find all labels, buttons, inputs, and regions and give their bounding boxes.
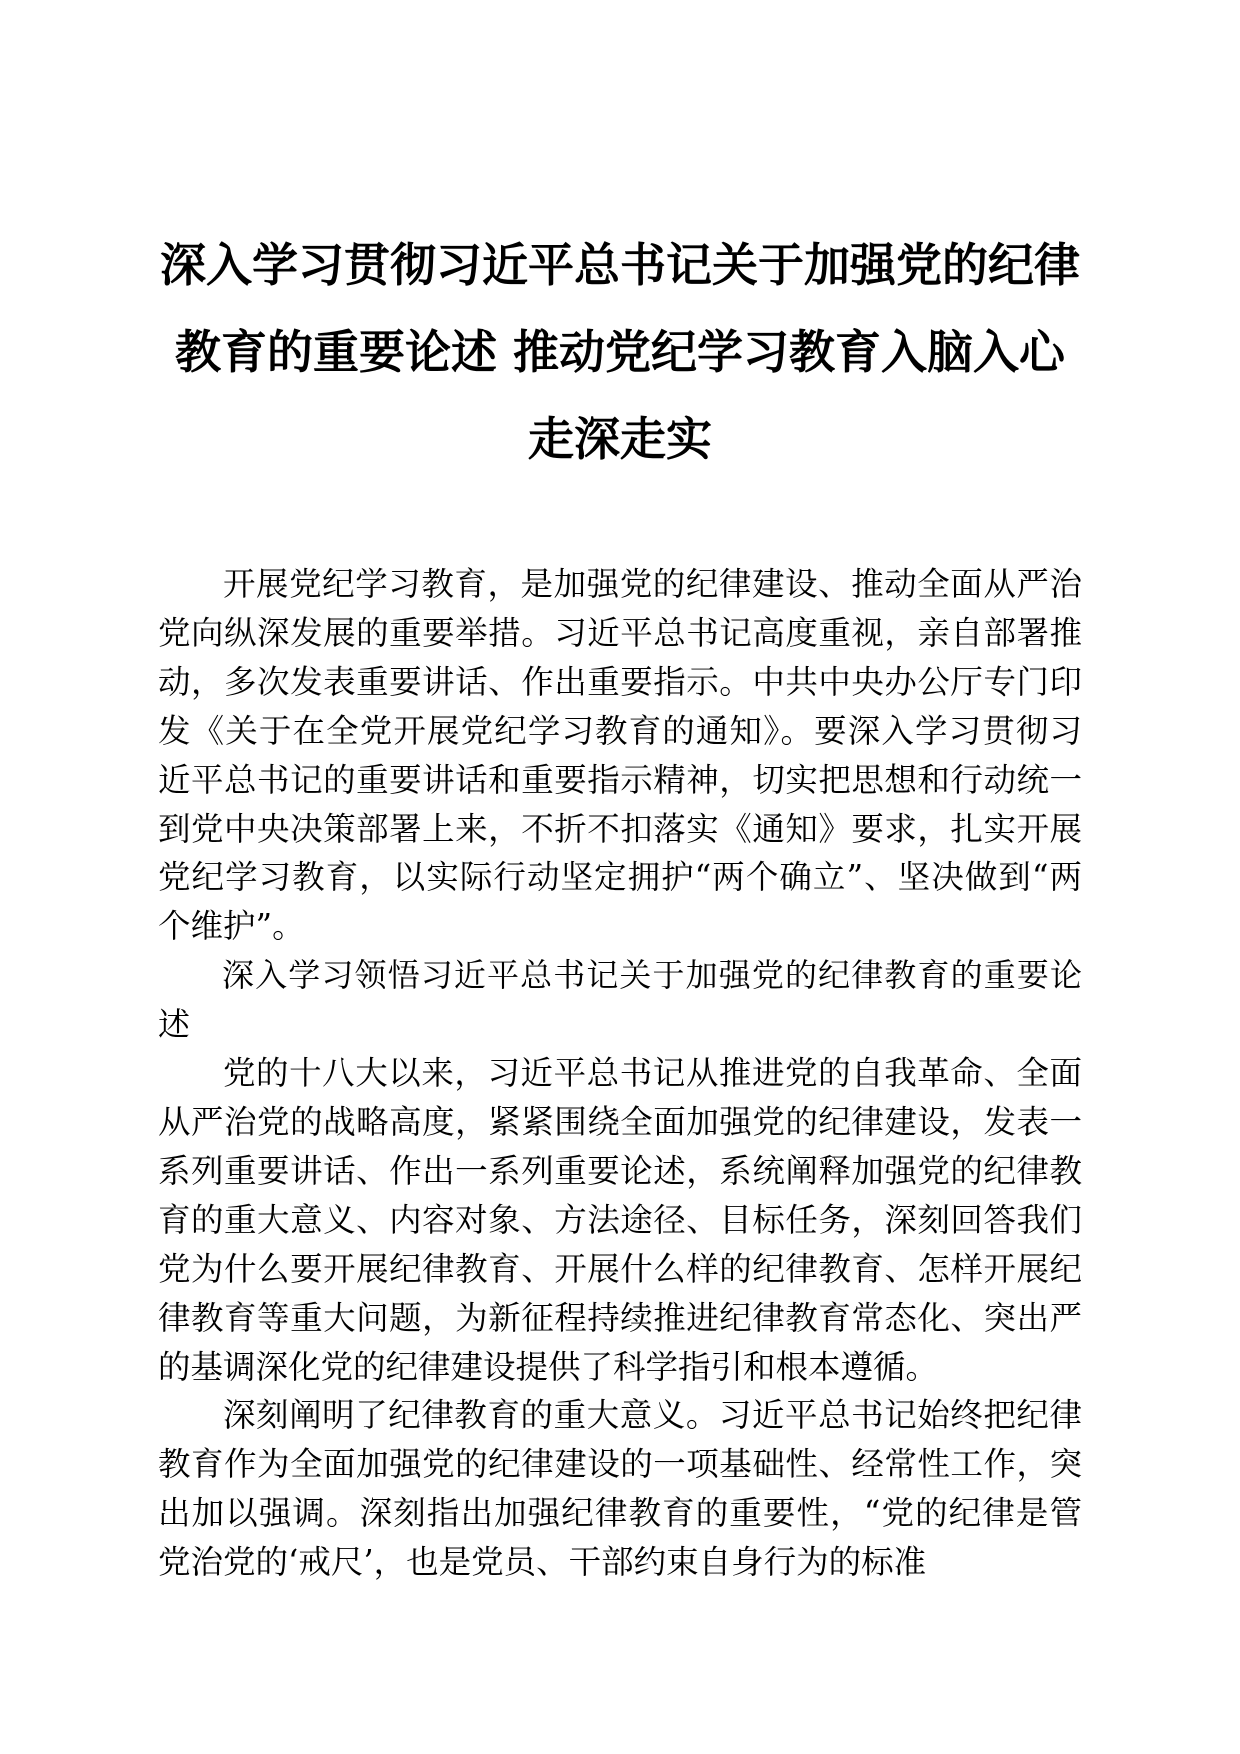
- title-line-1: 深入学习贯彻习近平总书记关于加强党的纪律: [160, 238, 1080, 292]
- title-line-2: 教育的重要论述 推动党纪学习教育入脑入心: [174, 325, 1065, 379]
- body-paragraph: 党的十八大以来，习近平总书记从推进党的自我革命、全面从严治党的战略高度，紧紧围绕全面加强党的纪律建设，发表一系列重要讲话、作出一系列重要论述，系统阐释加强党的纪律教育的重大意义、内容对象、方法途径、目标任务，深刻回答我们党为什么要开展纪律教育、开展什么样的纪律教育、怎样开展纪律教育等重大问题，为新征程持续推进纪律教育常态化、突出严的基调深化党的纪律建设提供了科学指引和根本遵循。: [158, 1054, 1082, 1386]
- document-title: [140, 222, 1100, 483]
- intro-paragraph: 开展党纪学习教育，是加强党的纪律建设、推动全面从严治党向纵深发展的重要举措。习近平总书记高度重视，亲自部署推动，多次发表重要讲话、作出重要指示。中共中央办公厅专门印发《关于在全党开展党纪学习教育的通知》。要深入学习贯彻习近平总书记的重要讲话和重要指示精神，切实把思想和行动统一到党中央决策部署上来，不折不扣落实《通知》要求，扎实开展党纪学习教育，以实际行动坚定拥护“两个确立”、坚决做到“两个维护”。: [158, 565, 1082, 946]
- title-line-3: 走深走实: [528, 412, 712, 466]
- document-body: [158, 560, 1082, 1587]
- body-paragraph: 深刻阐明了纪律教育的重大意义。习近平总书记始终把纪律教育作为全面加强党的纪律建设的一项基础性、经常性工作，突出加以强调。深刻指出加强纪律教育的重要性，“党的纪律是管党治党的‘戒尺’，也是党员、干部约束自身行为的标准: [158, 1396, 1082, 1582]
- section-heading: 深入学习领悟习近平总书记关于加强党的纪律教育的重要论述: [158, 956, 1082, 1044]
